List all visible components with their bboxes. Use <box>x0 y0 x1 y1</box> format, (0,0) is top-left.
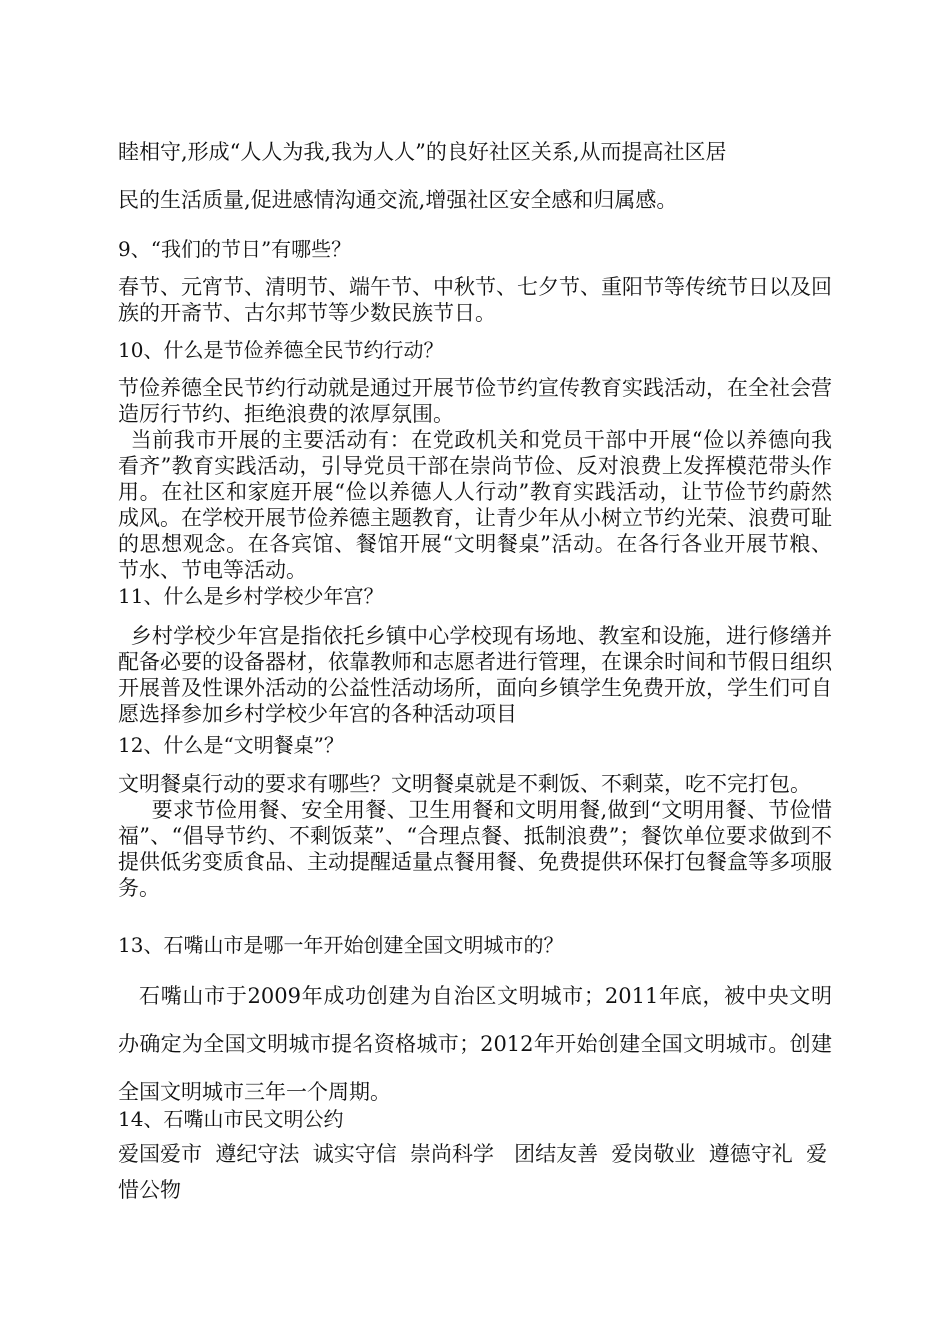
question-10-heading: 10、什么是节俭养德全民节约行动？ <box>118 338 444 362</box>
intro-line-1: 睦相守,形成“人人为我,我为人人”的良好社区关系,从而提高社区居 <box>118 140 727 164</box>
question-12-heading: 12、什么是“文明餐桌”？ <box>118 733 344 757</box>
question-11-answer-text: 乡村学校少年宫是指依托乡镇中心学校现有场地、教室和设施，进行修缮并配备必要的设备器材，依靠教师和志愿者进行管理，在课余时间和节假日组织开展普及性课外活动的公益性活动场所，面向乡镇学生免费开放，学生们可自愿选择参加乡村学校少年宫的各种活动项目 <box>118 624 832 726</box>
question-9-heading: 9、“我们的节日”有哪些？ <box>118 237 352 261</box>
question-10-answer-1: 节俭养德全民节约行动就是通过开展节俭节约宣传教育实践活动，在全社会营造厉行节约、拒绝浪费的浓厚氛围。 <box>118 376 832 426</box>
question-11-answer <box>118 623 832 727</box>
question-10-answer <box>118 375 832 583</box>
question-14-answer: 爱国爱市 遵纪守法 诚实守信 崇尚科学 团结友善 爱岗敬业 遵德守礼 爱惜公物 <box>118 1142 828 1202</box>
question-13-heading: 13、石嘴山市是哪一年开始创建全国文明城市的？ <box>118 933 564 957</box>
question-12-answer <box>118 771 832 901</box>
question-13-answer <box>118 972 832 1116</box>
question-10-answer-2: 当前我市开展的主要活动有：在党政机关和党员干部中开展“俭以养德向我看齐”教育实践活动，引导党员干部在崇尚节俭、反对浪费上发挥模范带头作用。在社区和家庭开展“俭以养德人人行动”教育实践活动，让节俭节约蔚然成风。在学校开展节俭养德主题教育，让青少年从小树立节约光荣、浪费可耻的思想观念。在各宾馆、餐馆开展“文明餐桌”活动。在各行各业开展节粮、节水、节电等活动。 <box>118 428 832 582</box>
intro-line-2: 民的生活质量,促进感情沟通交流,增强社区安全感和归属感。 <box>118 188 678 212</box>
question-9-answer-text: 春节、元宵节、清明节、端午节、中秋节、七夕节、重阳节等传统节日以及回族的开斋节、古尔邦节等少数民族节日。 <box>118 275 832 325</box>
question-12-answer-1: 文明餐桌行动的要求有哪些？文明餐桌就是不剩饭、不剩菜，吃不完打包。 <box>118 772 811 796</box>
question-11-heading: 11、什么是乡村学校少年宫？ <box>118 584 384 608</box>
intro-paragraph <box>118 128 832 224</box>
question-14-heading: 14、石嘴山市民文明公约 <box>118 1107 344 1131</box>
question-9-answer <box>118 274 832 326</box>
question-12-answer-2: 要求节俭用餐、安全用餐、卫生用餐和文明用餐,做到“文明用餐、节俭惜福”、“倡导节约、不剩饭菜”、“合理点餐、抵制浪费”；餐饮单位要求做到不提供低劣变质食品、主动提醒适量点餐用餐、免费提供环保打包餐盒等多项服务。 <box>118 798 832 900</box>
question-13-answer-text: 石嘴山市于2009年成功创建为自治区文明城市；2011年底，被中央文明办确定为全国文明城市提名资格城市；2012年开始创建全国文明城市。创建全国文明城市三年一个周期。 <box>118 984 832 1104</box>
